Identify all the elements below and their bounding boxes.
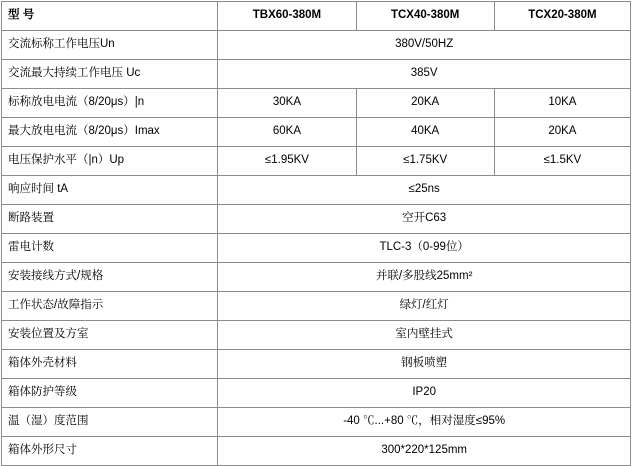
row-value: 20KA	[356, 89, 494, 118]
row-label: 断路装置	[2, 205, 218, 234]
row-label: 箱体外形尺寸	[2, 437, 218, 466]
row-value: ≤1.95KV	[218, 147, 356, 176]
table-row	[2, 31, 631, 60]
row-value: 40KA	[356, 118, 494, 147]
table-row	[2, 350, 631, 379]
row-label: 响应时间 tA	[2, 176, 218, 205]
row-label: 安装位置及方室	[2, 321, 218, 350]
table-row	[2, 437, 631, 466]
row-value: IP20	[218, 379, 631, 408]
row-value: 20KA	[494, 118, 630, 147]
table-row	[2, 263, 631, 292]
table-row	[2, 408, 631, 437]
table-row	[2, 234, 631, 263]
row-value: 10KA	[494, 89, 630, 118]
column-header-model: 型 号	[2, 2, 218, 31]
row-value: ≤25ns	[218, 176, 631, 205]
row-value: 空开C63	[218, 205, 631, 234]
table-row	[2, 379, 631, 408]
column-header-tbx60: TBX60-380M	[218, 2, 356, 31]
row-label: 标称放电电流（8/20μs）|n	[2, 89, 218, 118]
row-value: 380V/50HZ	[218, 31, 631, 60]
table-body	[2, 2, 631, 466]
table-row	[2, 321, 631, 350]
row-label: 工作状态/故障指示	[2, 292, 218, 321]
row-value: 绿灯/红灯	[218, 292, 631, 321]
row-value: TLC-3（0-99位）	[218, 234, 631, 263]
row-value: ≤1.75KV	[356, 147, 494, 176]
row-label: 电压保护水平（|n）Up	[2, 147, 218, 176]
specification-table	[1, 1, 631, 466]
row-label: 交流标称工作电压Un	[2, 31, 218, 60]
row-value: 30KA	[218, 89, 356, 118]
row-value: -40 ℃...+80 ℃，相对湿度≤95%	[218, 408, 631, 437]
row-label: 最大放电电流（8/20μs）Imax	[2, 118, 218, 147]
row-value: 300*220*125mm	[218, 437, 631, 466]
column-header-tcx20: TCX20-380M	[494, 2, 630, 31]
row-label: 安装接线方式/规格	[2, 263, 218, 292]
table-header-row	[2, 2, 631, 31]
table-row	[2, 60, 631, 89]
row-label: 雷电计数	[2, 234, 218, 263]
row-value: 并联/多股线25mm²	[218, 263, 631, 292]
column-header-tcx40: TCX40-380M	[356, 2, 494, 31]
row-label: 交流最大持续工作电压 Uc	[2, 60, 218, 89]
table-row	[2, 205, 631, 234]
row-value: 室内壁挂式	[218, 321, 631, 350]
table-row	[2, 118, 631, 147]
row-value: ≤1.5KV	[494, 147, 630, 176]
row-label: 温（湿）度范围	[2, 408, 218, 437]
row-value: 60KA	[218, 118, 356, 147]
table-row	[2, 176, 631, 205]
table-row	[2, 147, 631, 176]
row-value: 385V	[218, 60, 631, 89]
row-value: 钢板喷塑	[218, 350, 631, 379]
table-row	[2, 292, 631, 321]
table-row	[2, 89, 631, 118]
row-label: 箱体外壳材料	[2, 350, 218, 379]
row-label: 箱体防护等级	[2, 379, 218, 408]
